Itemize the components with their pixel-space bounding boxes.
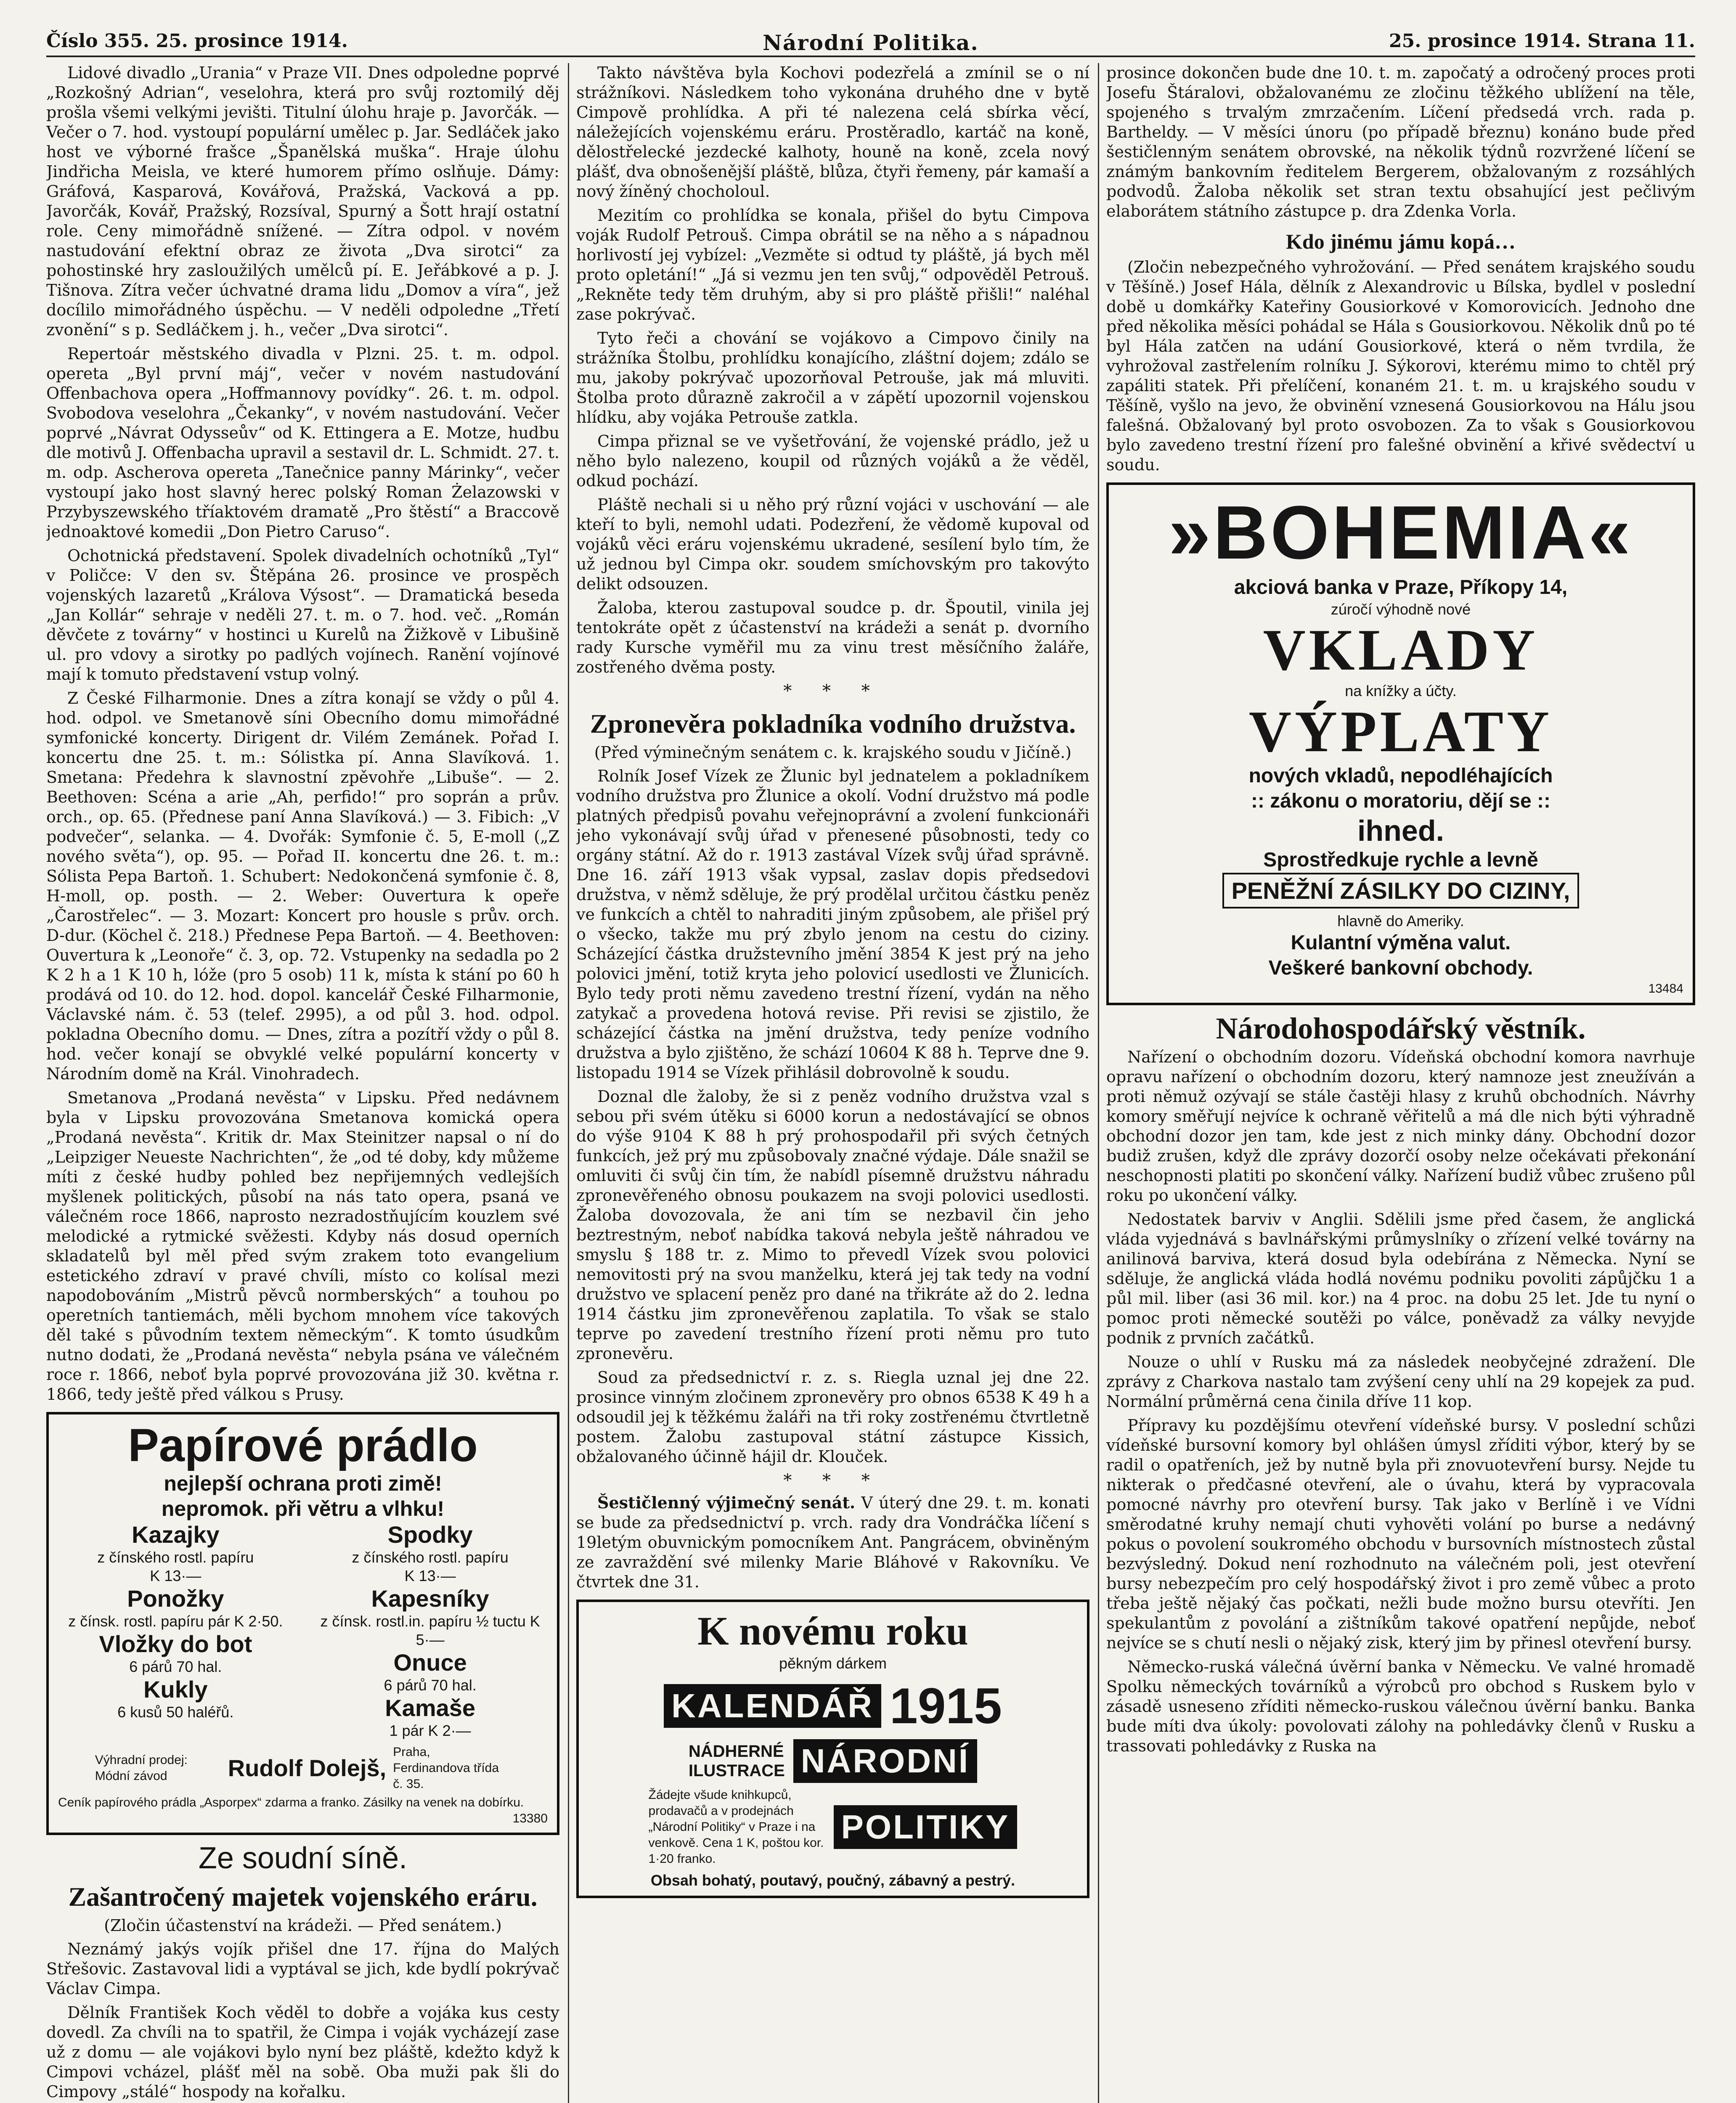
article-paragraph: Soud za předsednictví r. z. s. Riegla uznal jej dne 22. prosince vinným zločinem zpronevěry pro obnos 6538 K 49 h a odsoudil jej k těžkému žaláři na tři roky zostřenému čtvrtletně postem. Žalobu zastupoval státní zástupce Kissich, obžalovaného účinně hájil dr. Klouček.: [576, 1368, 1089, 1466]
masthead-issue: Číslo 355. 25. prosince 1914.: [46, 30, 348, 52]
theatre-note: Z České Filharmonie. Dnes a zítra konají se vždy o půl 4. hod. odpol. ve Smetanově síni Obecního domu mimořádné symfonické koncerty. Dirigent dr. Vilém Zemánek. Pořad I. koncertu dne 25. t. m.: Sólistka pí. Anna Slavíková. 1. Smetana: Předehra k slavnostní zpěvohře „Libuše“. — 2. Beethoven: Scéna a arie „Ah, perfido!“ pro soprán a prův. orch., op. 65. (Přednese paní Anna Slavíková.) — 3. Fibich: „V podvečer“, selanka. — 4. Dvořák: Symfonie č. 5, E-moll („Z nového světa“), op. 95. — Pořad II. koncertu dne 26. t. m.: Sólista Pepa Bartoň. 1. Schubert: Nedokončená symfonie č. 8, H-moll, op. posth. — 2. Weber: Ouvertura k opeře „Čarostřelec“. — 3. Mozart: Koncert pro housle s prův. orch. D-dur. (Köchel č. 218.) Přednese Pepa Bartoň. — 4. Beethoven: Ouvertura k „Leonoře“ č. 3, op. 72. Vstupenky na sedadla po 2 K 2 h a 1 K 10 h, lóže (pro 5 osob) 11 k, místa k stání po 60 h prodává od 10. do 12. hod. dopol. kancelář České Filharmonie, Václavské nám. č. 53 (telef. 2995), a od půl 3. hod. odpol. pokladna Obecního domu. — Dnes, zítra a pozítří vždy o půl 8. hod. večer konají se obvyklé velké populární koncerty v Národním domě na Král. Vinohradech.: [46, 689, 559, 1083]
ad-item-name: Kamaše: [385, 1695, 476, 1721]
article-title: Zpronevěra pokladníka vodního družstva.: [590, 709, 1076, 739]
ad-item-name: Onuce: [393, 1649, 467, 1676]
column-2: [576, 63, 1089, 2103]
ad-item-desc: 6 kusů 50 haléřů.: [117, 1703, 234, 1721]
ad-maker-name: Rudolf Dolejš,: [228, 1755, 387, 1781]
ad-payouts: VÝPLATY: [1248, 699, 1553, 764]
ad-item-price: K 13·—: [404, 1567, 456, 1584]
ad-bohemia-bank: [1106, 482, 1695, 1005]
ad-code: 13380: [512, 1812, 548, 1825]
ad-code: 13484: [1648, 982, 1683, 996]
theatre-note: Ochotnická představení. Spolek divadelních ochotníků „Tyl“ v Poličce: V den sv. Štěpána 26. prosince ve prospěch vojenských lazaretů „Králova Výsost“. — Dramatická beseda „Jan Kollár“ sehraje v neděli 27. t. m. o 7. hod. več. „Román děvčete z továrny“ v hostinci u Kurelů na Žižkově v Libušině ul. pro vdovy a sirotky po padlých vojínech. Ranění vojínové mají k tomuto představení vstup volný.: [46, 546, 559, 683]
ad-item-desc: z čínsk. rostl.in. papíru ½ tuctu K 5·—: [320, 1613, 540, 1648]
article-paragraph: Tyto řeči a chování se vojákovo a Cimpovo činily na strážníka Štolbu, prohlídku konajícího, zláštní dojem; zdálo se mu, jakoby pokrývač upozorňoval Petrouše, jak má mluviti. Štolba proto důrazně zakročil a v zápětí upozornil vojenskou hlídku, aby vojáka Petrouše zatkla.: [576, 329, 1089, 426]
article-paragraph: Pláště nechali si u něho prý různí vojáci v uschování — ale kteří to byli, nemohl udati. Podezření, že vědomě kupoval od vojáků věci eráru vojenskému ukradené, sesílení bylo tím, že už jednou byl Cimpa okr. soudem smíchovským pro takovýto delikt odsouzen.: [576, 495, 1089, 593]
ad-note: hlavně do Ameriky.: [1337, 912, 1464, 930]
ad-note: :: zákonu o moratoriu, dějí se ::: [1251, 790, 1551, 812]
ad-item-desc: z čínského rostl. papíru: [97, 1549, 254, 1566]
article-paragraph: (Zločin nebezpečného vyhrožování. — Před senátem krajského soudu v Těšíně.) Josef Hála, dělník z Alexandrovic u Bílska, bydlel v poslední době u domkářky Kateřiny Gousiorkové v Komorovicích. Jednoho dne před několika měsíci pohádal se Hála s Gousiorkovou. Několik dnů po té byl Hála zatčen na udání Gousiorkové, která o něm tvrdila, že vyhrožoval zastřelením rolníku J. Sýkorovi, kterému mimo to chtěl prý zapáliti statek. Při přelíčení, konaném 21. t. m. u krajského soudu v Těšíně, vyšlo na jevo, že obvinění vznesená Gousiorkovou na Hálu jsou falešná. Obžalovaný byl proto osvobozen. Za to však s Gousiorkovou bylo zavedeno trestní řízení pro falešné obvinění a křivé svědectví u soudu.: [1106, 258, 1695, 474]
ad-item-price: K 13·—: [150, 1567, 201, 1584]
article-paragraph: V úterý dne 29. t. m. konati se bude za předsednictví p. vrch. rady dra Vondráčka líčení s 19letým obuvnickým pomocníkem Ant. Pangrácem, obviněným ze zavraždění své milenky Marie Bláhové v Rakovníku. Ve čtvrtek dne 31.: [576, 1494, 1089, 1591]
ad-paper-name: POLITIKY: [834, 1805, 1018, 1849]
ad-title: K novému roku: [697, 1608, 968, 1653]
ad-maker-label: Výhradní prodej: Módní závod: [95, 1753, 188, 1783]
article-subtitle: (Zločin účastenství na krádeži. — Před senátem.): [104, 1916, 502, 1935]
ad-calendar-label: KALENDÁŘ: [664, 1684, 881, 1728]
ad-note: Kulantní výměna valut.: [1291, 932, 1511, 954]
section-title-economy: Národohospodářský věstník.: [1216, 1012, 1586, 1045]
ad-item-name: Kapesníky: [371, 1585, 489, 1612]
ad-note: Sprostředkuje rychle a levně: [1263, 849, 1538, 871]
article-paragraph: Takto návštěva byla Kochovi podezřelá a zmínil se o ní strážníkovi. Následkem toho vykonána druhého dne v bytě Cimpově prohlídka. A při té nalezena celá sbírka věcí, náležejících vojenskému eráru. Prostěradlo, kartáč na koně, dělostřelecké jezdecké kalhoty, houně na koně, zcela nový plášť, dva obnošenější pláště, blůza, čtyři řemeny, pár kamaší a nový žíněný chocholoul.: [576, 64, 1089, 201]
masthead-title: Národní Politika.: [763, 30, 979, 55]
ad-item-name: Spodky: [387, 1521, 473, 1548]
article-paragraph: Nedostatek barviv v Anglii. Sdělili jsme před časem, že anglická vláda vyjednává s bavlnářskými průmyslníky o zřízení velké továrny na anilinová barviva, která dosud byla odebírána z Německa. Nyní se sděluje, že anglická vláda hodlá novému podniku povoliti zápůjčku 1 a půl mil. liber (asi 36 mil. kor.) na 4 proc. na dobu 25 let. Jde tu nyní o pomoc proti německé soutěži po válce, poněvadž za války nevyjde podnik z prvních začátků.: [1106, 1210, 1695, 1347]
column-rule: [1098, 63, 1099, 2103]
ad-bank-address: akciová banka v Praze, Příkopy 14,: [1234, 576, 1568, 599]
ad-item-name: Kukly: [143, 1676, 208, 1703]
ad-item-desc: 6 párů 70 hal.: [384, 1677, 477, 1694]
ad-transfers: PENĚŽNÍ ZÁSILKY DO CIZINY,: [1222, 873, 1580, 908]
article-paragraph: Cimpa přiznal se ve vyšetřování, že vojenské prádlo, jež u něho bylo nalezeno, koupil od různých vojáků a že věděl, odkud pochází.: [576, 432, 1089, 490]
ad-note: na knížky a účty.: [1345, 682, 1457, 699]
article-title: Zašantročený majetek vojenského eráru.: [68, 1882, 538, 1912]
ad-item-name: Kazajky: [132, 1521, 220, 1548]
ad-note: Veškeré bankovní obchody.: [1268, 957, 1533, 979]
separator-stars: * * *: [783, 1471, 883, 1490]
article-paragraph: Neznámý jakýs vojík přišel dne 17. října do Malých Střešovic. Zastavoval lidi a vyptával se jich, kde bydlí pokrývač Václav Cimpa.: [46, 1940, 559, 1998]
article-paragraph: Německo-ruská válečná úvěrní banka v Německu. Ve valné hromadě Spolku německých továrníků a výrobců pro obchod s Ruskem bylo v zásadě usneseno zříditi německo-ruskou válečnou úvěrní banku. Banka bude míti dva úkoly: povolovati zálohy na pohledávky členů v Rusku a trassovati pohledávky z Ruska na: [1106, 1658, 1695, 1755]
ad-item-name: Ponožky: [127, 1585, 224, 1612]
theatre-note: Smetanova „Prodaná nevěsta“ v Lipsku. Před nedávnem byla v Lipsku provozována Smetanova komická opera „Prodaná nevěsta“. Kritik dr. Max Steinitzer napsal o ní do „Leipziger Neueste Nachrichten“, že „od té doby, kdy můžeme míti z české hudby pohled bez nepřijemných vedlejších myšlenek politických, působí na nás tato opera, psaná ve válečném roce 1866, naprosto nezradostňujícím kouzlem své melodické a rytmické svěžesti. Kdyby nás dosud operních skladatelů byl měl před svým zrakem toto evangelium estetického zdraví v pravé chvíli, místo co kolísal mezi napodobováním „Mistrů pěvců normberských“ a touhou po operetních tantiemách, měli bychom mnohem více takových děl také s původním textem německým“. K tomto úsudkům nutno dodati, že „Prodaná nevěsta“ nebyla psána ve válečném roce r. 1866, neboť byla poprvé provozována již 30. května r. 1866, tedy ještě před válkou s Prusy.: [46, 1089, 559, 1404]
article-paragraph: Mezitím co prohlídka se konala, přišel do bytu Cimpova voják Rudolf Petrouš. Cimpa obrátil se na něho a s nápadnou horlivostí jej vybízel: „Vezměte si odtud ty pláště, já bych měl proto opletání!“ „Já si vezmu jen ten svůj,“ odpověděl Petrouš. „Rekněte tedy těm druhým, aby si pro pláště přišli!“ naléhal zase pokrývač.: [576, 206, 1089, 323]
ad-item-desc: z čínsk. rostl. papíru pár K 2·50.: [68, 1613, 283, 1630]
article-subtitle: (Před výminečným senátem c. k. krajského soudu v Jičíně.): [594, 743, 1072, 762]
theatre-note: Lidové divadlo „Urania“ v Praze VII. Dnes odpoledne poprvé „Rozkošný Adrian“, veselohra, která pro svůj roztomilý děj prošla všemi velkými jevišti. Titulní úlohu hraje p. Javorčák. — Večer o 7. hod. vystoupí populární umělec p. Jar. Sedláček jako host ve výborné frašce „Španělská muška“. Hraje úlohu Jindřicha Meisla, ve které humorem přímo oslňuje. Dámy: Gráfová, Kasparová, Kovářová, Pražská, Vacková a pp. Javorčák, Kovář, Pražský, Rozsíval, Spurný a Šott hrají ostatní role. Ceny mimořádně snížené. — Zítra odpol. v novém nastudování efektní obraz ze života „Dva sirotci“ za pohostinské hry zasloužilých umělců pí. E. Jeřábkové a p. J. Tišnova. Zítra večer úchvatné drama lidu „Domov a víra“, jež docílilo mimořádného úspěchu. — V neděli odpoledne „Třetí zvonění“ s p. Sedláčkem j. h., večer „Dva sirotci“.: [46, 64, 559, 339]
article-paragraph: prosince dokončen bude dne 10. t. m. započatý a odročený proces proti Josefu Štáralovi, obžalovanému ze zločinu těžkého ublížení na těle, spojeného s trvalým zmrzačením. Líčení předsedá vrch. rada p. Bartheldy. — V měsíci únoru (po případě březnu) konáno bude před šestičlenným senátem obrovské, na několik týdnů rozvržené líčení se známým bankovním ředitelem Bergerem, obžalovaným z rozsáhlých podvodů. Žaloba několik set stran textu obsahující jest pečlivým elaborátem státního zástupce p. dra Zdenka Vorla.: [1106, 64, 1695, 220]
masthead: [46, 25, 1695, 57]
article-paragraph: Rolník Josef Vízek ze Žlunic byl jednatelem a pokladníkem vodního družstva pro Žlunice a okolí. Vodní družstvo má podle platných předpisů povahu veřejnoprávní a zvolení funkcionáři jeho vykonávají svůj úřad v přenesené působnosti, tedy co orgány státní. Až do r. 1913 zastával Vízek svůj úřad správně. Dne 16. září 1913 však vypsal, zaslav dopis předsedovi družstva, v němž sděluje, že prý prodělal určitou částku peněz ve funkcích a chtěl to nahraditi jiným způsobem, ale přišel prý o všecko, takže mu prý zbylo jenom na cestu do ciziny. Scházející částka družstevního jmění 3854 K jest prý na jeho polovici jmění, totiž kryta jeho polovicí usedlosti ve Žlunicích. Bylo tedy proti němu zavedeno trestní řízení, vydán na něho zatykač a provedena hotová revise. Při revisi se zjistilo, že scházející částka na jmění družstva, tedy peníze vodního družstva a bylo zjištěno, že schází 10604 K 88 h. Teprve dne 9. listopadu 1914 se Vízek přihlásil dobrovolně k soudu.: [576, 767, 1089, 1082]
article-paragraph: Nařízení o obchodním dozoru. Vídeňská obchodní komora navrhuje opravu nařízení o obchodním dozoru, který namnoze jest zneužíván a proti němuž ozývají se stále častěji hlasy z kruhů obchodních. Návrhy komory směřují nejvíce k ochraně věřitelů a má dle nich býti výhradně obchodní dozor jen tam, kde jest z nich minky dány. Obchodní dozor budiž zrušen, když dle zprávy dozorčí osoby nelze očekávati překonání neschopnosti platiti po skončení války. Nařízení budiž vůbec zrušeno půl roku po ukončení války.: [1106, 1048, 1695, 1205]
column-1: [46, 63, 559, 2103]
ad-subtitle: pěkným dárkem: [779, 1655, 887, 1672]
ad-paper-linen: [46, 1412, 559, 1835]
ad-item-desc: 1 pár K 2·—: [389, 1722, 471, 1739]
ad-item-desc: z čínského rostl. papíru: [352, 1549, 509, 1566]
ad-slogan: nepromok. při větru a vlhku!: [161, 1497, 445, 1520]
article-title: Kdo jinému jámu kopá…: [1286, 230, 1516, 253]
newspaper-page: [46, 25, 1695, 2103]
ad-year: 1915: [889, 1678, 1002, 1734]
ad-title: Papírové prádlo: [128, 1420, 478, 1471]
ad-item-name: Vložky do bot: [99, 1631, 252, 1657]
separator-stars: * * *: [783, 681, 883, 701]
ad-note: zúročí výhodně nové: [1330, 601, 1471, 618]
ad-maker-address: Praha, Ferdinandova třída č. 35.: [393, 1745, 499, 1791]
ad-calendar-1915: [576, 1600, 1089, 1898]
ad-bank-name: »BOHEMIA«: [1168, 490, 1633, 575]
theatre-note: Repertoár městského divadla v Plzni. 25. t. m. odpol. opereta „Byl první máj“, večer v novém nastudování Offenbachova opera „Hoffmannovy povídky“. 26. t. m. odpol. Svobodova veselohra „Čekanky“, v novém nastudování. Večer poprvé „Návrat Odysseův“ od K. Ettingera a E. Motze, hudbu dle motivů J. Offenbacha upravil a sestavil dr. L. Schmidt. 27. t. m. odp. Ascherova opereta „Tanečnice panny Márinky“, večer vystoupí jako host slavný herec polský Roman Żelazowski v Przybyszewského tříaktovém dramatě „Pro štěstí“ a Braccově jednoaktové komedii „Don Pietro Caruso“.: [46, 344, 559, 541]
ad-note: nových vkladů, nepodléhajících: [1248, 765, 1553, 787]
article-paragraph: Doznal dle žaloby, že si z peněz vodního družstva vzal s sebou při svém útěku si 6000 korun a nedostávající se obnos do výše 9104 K 88 h prý prohospodařil při svých četných funkcích, jež prý mu způsobovaly značné výdaje. Dále snažil se omluviti či svůj čin tím, že nabídl písemně družstvu náhradu zpronevěřeného obnosu poukazem na svoji polovici usedlosti. Žaloba dovozovala, že ani tím se nezbavil čin jeho beztrestným, neboť nabídka taková nebyla ještě náhradou ve smyslu § 188 tr. z. Mimo to převedl Vízek svou polovici nemovitosti prý na svou manželku, která jej tak tedy na vodní družstvo ve splacení peněz pro dané na třikráte až do 2. ledna 1914 částku jim zpronevěřenou zaplatila. To však se stalo teprve po zavedení trestního řízení proti němu pro tuto zpronevěru.: [576, 1087, 1089, 1363]
article-paragraph: Dělník František Koch věděl to dobře a vojáka kus cesty dovedl. Za chvíli na to spatřil, že Cimpa i voják vycházejí zase už z domu — ale vojákovi bylo nyní bez pláště, kdežto když k Cimpovi vcházel, plášť měl na sobě. Oba muži pak šli do Cimpovy „stálé“ hospody na kořalku.: [46, 2003, 559, 2101]
article-paragraph: Žaloba, kterou zastupoval soudce p. dr. Špoutil, vinila jej tentokráte opět z účastenství na krádeži a senát p. dvorního rady Kursche vyměřil mu za vinu trest měsíčního žaláře, zostřeného dvěma posty.: [576, 599, 1089, 676]
ad-paper-name: NÁRODNÍ: [793, 1739, 977, 1783]
column-rule: [568, 63, 569, 2103]
ad-item-desc: 6 párů 70 hal.: [129, 1658, 222, 1675]
column-3: [1106, 63, 1695, 2103]
ad-label: NÁDHERNÉ: [688, 1742, 784, 1761]
ad-immediately: ihned.: [1357, 814, 1444, 847]
ad-deposits: VKLADY: [1263, 617, 1539, 683]
article-paragraph: Přípravy ku pozdějšímu otevření vídeňské bursy. V poslední schůzi vídeňské bursovní komory byl ohlášen úmysl zříditi výbor, který by se radil o opatřeních, jež by nutně byla při znovuotevření bursy. Nejde tu nikterak o předčasné otevření, ale o úvahu, která by vypracovala pomocné návrhy pro otevření bursy. Tak jako v Berlíně i ve Vídni směrodatné kruhy nemají chuti vyhověti volání po burse a nedávný pokus o povolení soukromého obchodu v bursovních místnostech zůstal bezvýsledný. Dokud není rozhodnuto na válečném poli, jest otevření bursy nebezpečím pro celý hospodářský život i pro země vůbec a proto třeba ještě nějaký čas počkati, nežli bude možno bursu otevříti. Jen spekulantům z povolání a zištníkům takové opatření nepůjde, neboť nejvíce se s chutí nesli o nějaký zisk, který jim by přinesl otevření bursy.: [1106, 1416, 1695, 1652]
ad-content: Obsah bohatý, poutavý, poučný, zábavný a pestrý.: [650, 1872, 1015, 1889]
masthead-page: 25. prosince 1914. Strana 11.: [1389, 30, 1695, 52]
ad-order-info: Žádejte všude knihkupců, prodavačů a v prodejnách „Národní Politiky“ v Praze i na venkově. Cena 1 K, poštou kor. 1·20 franko.: [648, 1788, 824, 1866]
ad-footer: Ceník papírového prádla „Asporpex“ zdarma a franko. Zásilky na venek na dobírku.: [58, 1796, 524, 1809]
article-title-inline: Šestičlenný výjimečný senát.: [597, 1493, 856, 1512]
article-paragraph: Nouze o uhlí v Rusku má za následek neobyčejné zdražení. Dle zprávy z Charkova nastalo tam zvýšení ceny uhlí na 29 kopejek za pud. Normální průměrná cena činila dříve 11 kop.: [1106, 1353, 1695, 1411]
section-title-court: Ze soudní síně.: [198, 1841, 408, 1875]
ad-slogan: nejlepší ochrana proti zimě!: [164, 1472, 442, 1495]
ad-label: ILUSTRACE: [688, 1761, 785, 1780]
